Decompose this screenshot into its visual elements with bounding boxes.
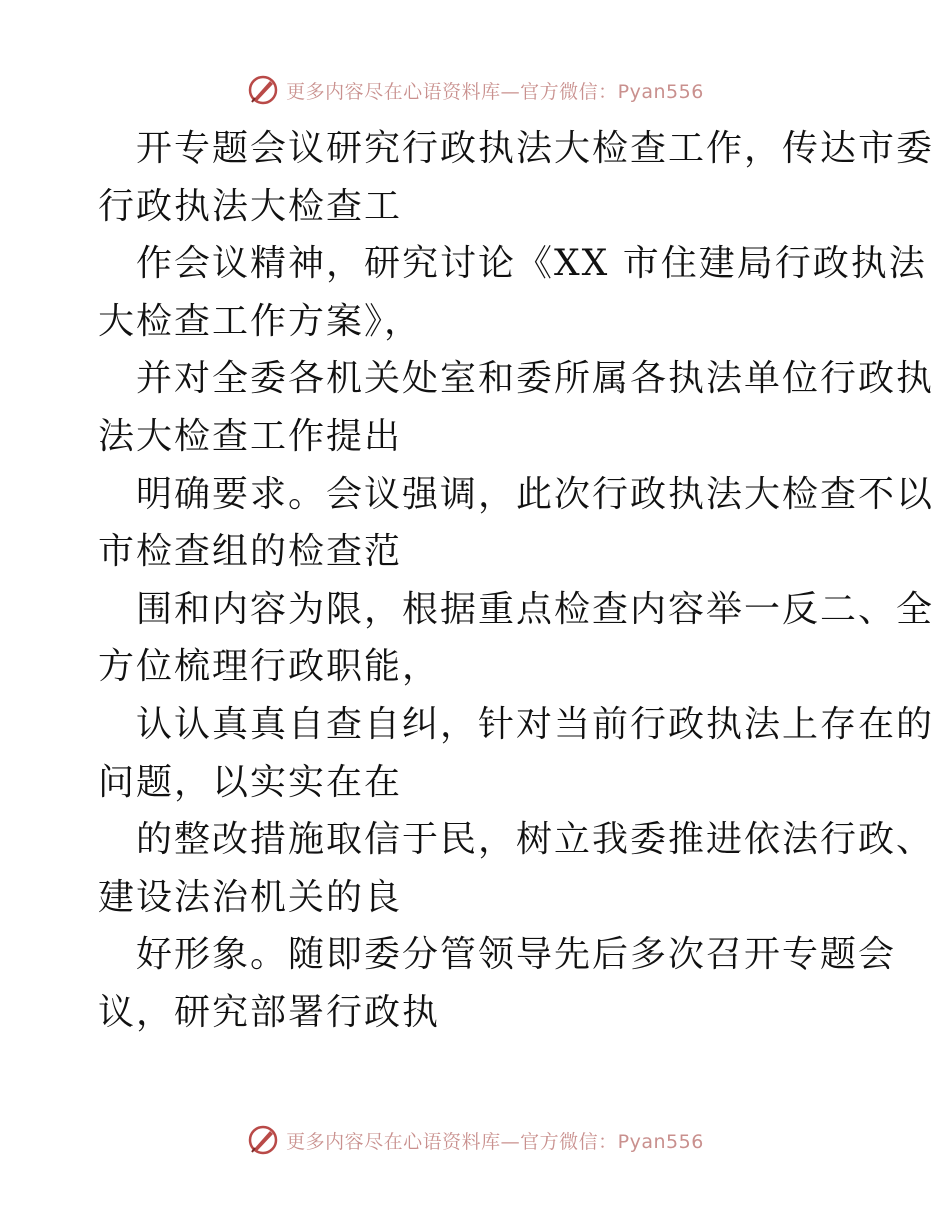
paragraph-line: 认认真真自查自纠，针对当前行政执法上存在的 — [136, 703, 935, 745]
paragraph — [98, 811, 935, 926]
paragraph — [98, 926, 897, 1041]
paragraph-line: 市检查组的检查范 — [98, 531, 403, 573]
paragraph-line: 建设法治机关的良 — [98, 876, 403, 918]
paragraph-line: 方位梳理行政职能， — [98, 646, 441, 688]
paragraph-line: 开专题会议研究行政执法大检查工作，传达市委 — [136, 128, 935, 169]
paragraph — [98, 466, 935, 581]
header-banner — [0, 70, 950, 110]
paragraph-line: 大检查工作方案》， — [98, 300, 423, 342]
quill-pen-circle-icon — [246, 1123, 280, 1157]
paragraph-line: 并对全委各机关处室和委所属各执法单位行政执 — [136, 358, 935, 400]
header-banner-wechat: Pyan556 — [617, 80, 704, 103]
paragraph-line: 法大检查工作提出 — [98, 415, 403, 457]
paragraph-line: 行政执法大检查工 — [98, 185, 403, 227]
paragraph-line: 好形象。随即委分管领导先后多次召开专题会 — [136, 934, 897, 976]
footer-banner-wechat: Pyan556 — [617, 1130, 704, 1153]
paragraph-line: 明确要求。会议强调，此次行政执法大检查不以 — [136, 473, 935, 515]
paragraph-line: 围和内容为限，根据重点检查内容举一反二、全 — [136, 588, 935, 630]
header-banner-text — [286, 77, 704, 104]
paragraph-line: 议，研究部署行政执 — [98, 991, 441, 1033]
paragraph-line: 的整改措施取信于民，树立我委推进依法行政、 — [136, 819, 935, 861]
paragraph — [98, 120, 935, 235]
header-banner-label: 更多内容尽在心语资料库—官方微信： — [286, 80, 618, 103]
footer-banner — [0, 1120, 950, 1160]
document-body — [98, 120, 935, 1042]
paragraph-line: 问题，以实实在在 — [98, 761, 403, 803]
paragraph — [98, 581, 935, 696]
quill-pen-circle-icon — [246, 73, 280, 107]
footer-banner-text — [286, 1127, 704, 1154]
paragraph-line: 作会议精神，研究讨论《XX 市住建局行政执法 — [136, 243, 927, 285]
paragraph — [98, 350, 935, 465]
footer-banner-label: 更多内容尽在心语资料库—官方微信： — [286, 1130, 618, 1153]
paragraph — [98, 235, 927, 350]
paragraph — [98, 696, 935, 811]
